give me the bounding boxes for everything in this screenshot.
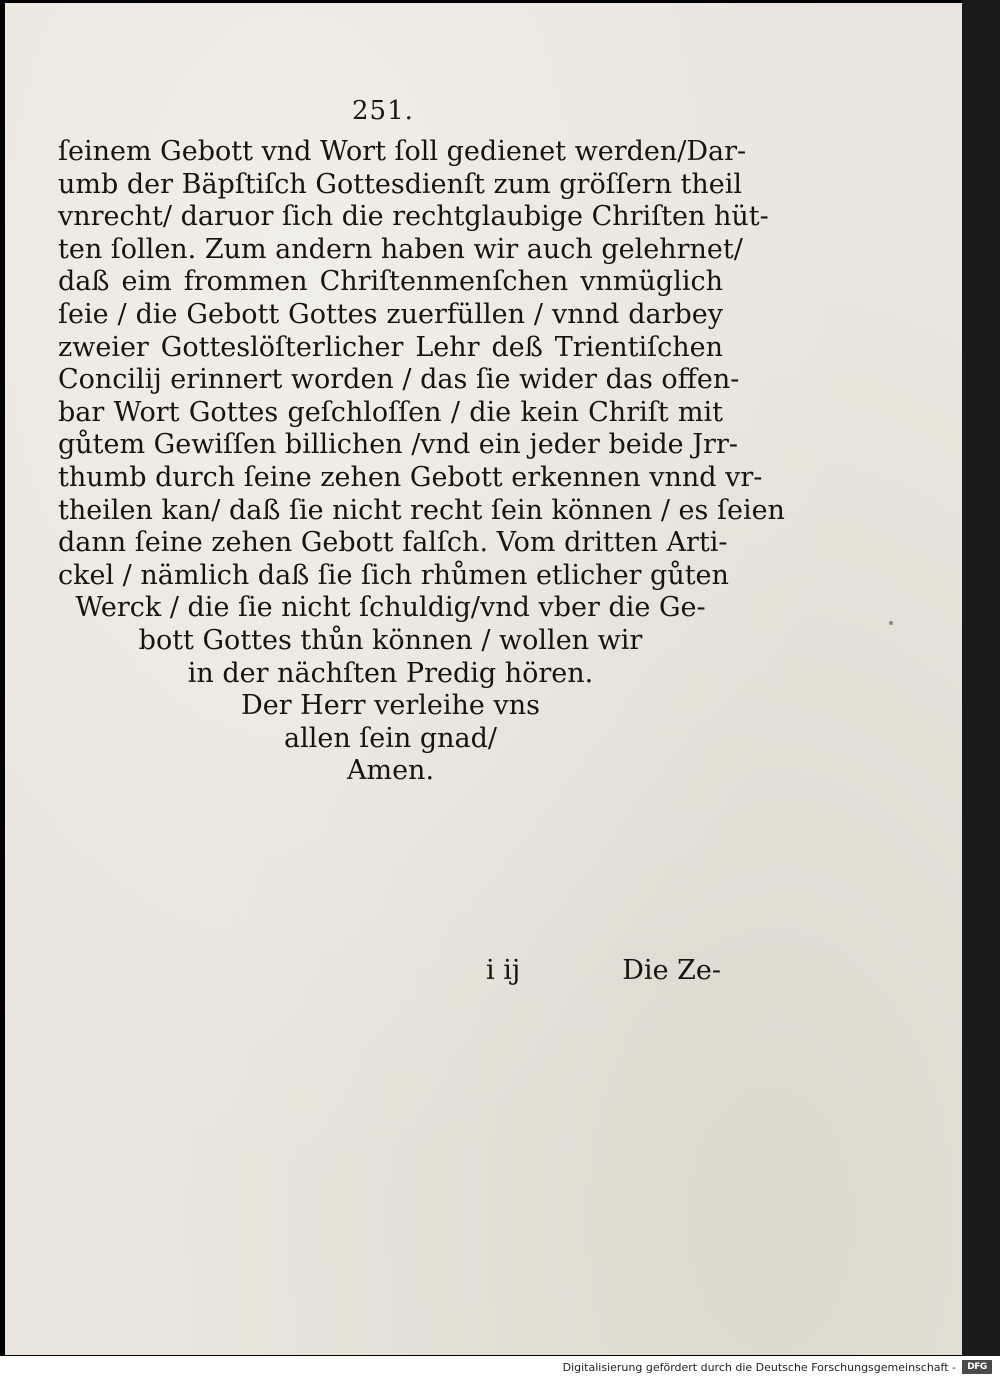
text-line: ſeinem Gebott vnd Wort ſoll gedienet werden/Dar- (58, 136, 747, 167)
text-line: Der Herr verleihe vns (241, 690, 540, 722)
text-line: thumb durch ſeine zehen Gebott erkennen vnnd vr- (58, 461, 763, 493)
text-line: bar Wort Gottes geſchloſſen / die kein Chriſt mit (58, 396, 723, 428)
catchword: Die Ze- (622, 955, 721, 986)
body-text (58, 136, 785, 788)
text-line: Concilij erinnert worden / das ſie wider das offen- (58, 364, 740, 396)
text-line: dann ſeine zehen Gebott falſch. Vom dritten Arti- (58, 527, 728, 559)
digitization-footer (0, 1356, 1000, 1379)
funding-credit: Digitalisierung gefördert durch die Deutsche Forschungsgemeinschaft - (562, 1361, 956, 1374)
text-line: in der nächſten Predig hören. (187, 657, 594, 689)
text-line: umb der Bäpſtiſch Gottesdienſt zum gröſſern theil (58, 168, 743, 200)
text-line: vnrecht/ daruor ſich die rechtglaubige Chriſten hüt- (58, 201, 769, 233)
text-line: theilen kan/ daß ſie nicht recht ſein können / es ſeien (58, 494, 785, 526)
text-line: gůtem Gewiſſen billichen /vnd ein jeder beide Jrr- (58, 429, 738, 461)
text-line: ten ſollen. Zum andern haben wir auch gelehrnet/ (58, 233, 743, 265)
text-line: daß eim frommen Chriſtenmenſchen vnmüglich (58, 266, 723, 298)
text-line: ckel / nämlich daß ſie ſich rhůmen etlicher gůten (58, 559, 729, 591)
text-line: Amen. (346, 755, 435, 787)
text-line: zweier Gotteslöſterlicher Lehr deß Trientiſchen (58, 331, 723, 363)
text-line: ſeie / die Gebott Gottes zuerfüllen / vnnd darbey (58, 298, 723, 330)
page-edge-shadow (962, 0, 1000, 1356)
text-line: bott Gottes thůn können / wollen wir (138, 624, 643, 656)
text-line: allen ſein gnad/ (283, 722, 498, 754)
page-number: 251. (352, 96, 414, 126)
page-foot (486, 955, 721, 995)
dfg-logo: DFG (962, 1360, 992, 1374)
paper-speck (889, 621, 893, 625)
text-line: Werck / die ſie nicht ſchuldig/vnd vber die Ge- (75, 592, 706, 624)
signature-mark: i ij (486, 955, 521, 986)
